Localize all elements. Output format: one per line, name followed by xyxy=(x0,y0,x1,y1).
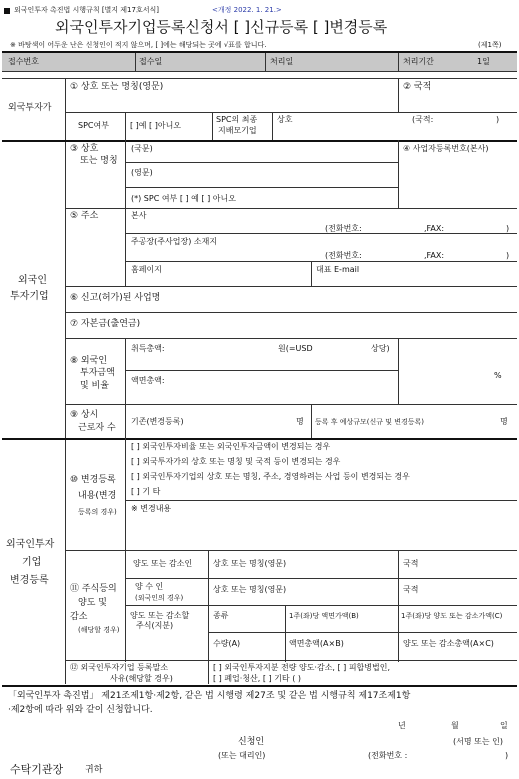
bullet-square-icon xyxy=(4,8,10,14)
change-section-label-3: 변경등록 xyxy=(10,575,49,586)
quantity-label: 수량(A) xyxy=(213,639,241,648)
won-usd-label: 원(=USD xyxy=(278,344,313,353)
employees-label-1: ⑨ 상시 xyxy=(70,410,99,420)
deregistration-option-2[interactable]: [ ] 폐업·청산, [ ] 기타 ( ) xyxy=(213,674,301,683)
employees-existing-label: 기존(변경등록) xyxy=(131,417,184,426)
employees-expected-label: 등록 후 예상규모(신규 및 변경등록) xyxy=(315,418,425,426)
change-content-label-3: 등록의 경우) xyxy=(78,508,117,516)
honorific: 귀하 xyxy=(85,765,103,775)
agent-label: (또는 대리인) xyxy=(218,751,266,760)
change-content-label-1: ⑩ 변경등록 xyxy=(70,475,116,485)
percent-label: % xyxy=(494,371,502,380)
deregistration-label-2: 사유(해당할 경우) xyxy=(110,674,173,683)
transferor-label: 양도 또는 감소인 xyxy=(133,559,193,568)
transferor-nationality-label: 국적 xyxy=(403,559,419,568)
investment-label-2: 투자금액 xyxy=(80,368,115,378)
investment-label-3: 및 비율 xyxy=(80,381,109,391)
form-title: 외국인투자기업등록신청서 [ ]신규등록 [ ]변경등록 xyxy=(55,18,388,36)
spc-parent-label-1: SPC의 최종 xyxy=(216,115,258,124)
process-period-label: 처리기간 xyxy=(403,57,434,66)
reduce-shares-label-1: 양도 또는 감소할 xyxy=(130,611,190,620)
email-label: 대표 E-mail xyxy=(316,265,360,274)
company-section-label-1: 외국인 xyxy=(18,275,47,286)
process-period-value: 1일 xyxy=(477,57,490,66)
process-date-label: 처리일 xyxy=(270,57,294,66)
hq-fax-label: ,FAX: xyxy=(424,224,445,233)
change-section-label-1: 외국인투자 xyxy=(6,539,55,550)
change-option-1[interactable]: [ ] 외국인투자비율 또는 외국인투자금액이 변경되는 경우 xyxy=(131,442,331,451)
page-number: (제1쪽) xyxy=(478,41,502,49)
receipt-row xyxy=(2,51,517,72)
factory-phone-label: (전화번호: xyxy=(325,251,362,260)
signature-label: (서명 또는 인) xyxy=(453,737,503,746)
receipt-date-label: 접수일 xyxy=(139,57,163,66)
hq-phone-label: (전화번호: xyxy=(325,224,362,233)
business-name-label: ⑥ 신고(허가)된 사업명 xyxy=(70,293,161,303)
face-per-share-label: 1주(좌)당 액면가액(B) xyxy=(289,612,359,620)
change-detail-label: ※ 변경내용 xyxy=(131,504,172,513)
investment-label-1: ⑧ 외국인 xyxy=(70,356,108,366)
change-content-label-2: 내용(변경 xyxy=(78,491,117,501)
investor-nationality-label: ② 국적 xyxy=(403,82,432,92)
form-basis: 외국인투자 촉진법 시행규칙 [별지 제17호서식] xyxy=(14,6,159,14)
applicant-phone-label: (전화번호 : xyxy=(368,751,408,760)
price-per-share-label: 1주(좌)당 양도 또는 감소가액(C) xyxy=(401,612,503,620)
transfer-label-1: ⑪ 주식등의 xyxy=(70,584,117,594)
factory-fax-label: ,FAX: xyxy=(424,251,445,260)
change-option-4[interactable]: [ ] 기 타 xyxy=(131,487,161,496)
investor-section-label: 외국투자가 xyxy=(8,103,52,113)
face-sum-label: 액면총액(A×B) xyxy=(289,639,344,648)
transfer-label-4: (해당할 경우) xyxy=(78,626,120,634)
equivalent-label: 상당) xyxy=(371,344,390,353)
receipt-number-label: 접수번호 xyxy=(8,57,39,66)
date-month-label: 월 xyxy=(451,721,459,730)
spc-parent-name-label: 상호 xyxy=(277,115,293,124)
spc-choice[interactable]: [ ]예 [ ]아니오 xyxy=(130,121,182,130)
date-day-label: 일 xyxy=(500,721,508,730)
addressee: 수탁기관장 xyxy=(10,763,64,776)
business-registration-label: ④ 사업자등록번호(본사) xyxy=(403,144,489,153)
reduce-shares-label-2: 주식(지분) xyxy=(136,621,174,630)
company-spc-check[interactable]: (*) SPC 여부 [ ] 예 [ ] 아니오 xyxy=(131,194,236,203)
transferee-label-2: (외국인의 경우) xyxy=(135,594,184,602)
transferee-label-1: 양 수 인 xyxy=(135,582,164,591)
statement-line-1: 「외국인투자 촉진법」 제21조제1항·제2항, 같은 법 시행령 제27조 및 같은 법 시행규칙 제17조제1항 xyxy=(8,691,411,701)
homepage-label: 홈페이지 xyxy=(131,265,162,274)
deregistration-label-1: ⑫ 외국인투자기업 등록말소 xyxy=(70,663,169,672)
revision-date: <개정 2022. 1. 21.> xyxy=(212,6,282,14)
transferee-nationality-label: 국적 xyxy=(403,585,419,594)
transfer-label-3: 감소 xyxy=(70,612,88,622)
face-total-label: 액면총액: xyxy=(131,376,165,385)
applicant-label: 신청인 xyxy=(238,737,265,747)
employees-label-2: 근로자 수 xyxy=(78,423,116,433)
deregistration-option-1[interactable]: [ ] 외국인투자지분 전량 양도·감소, [ ] 피합병법인, xyxy=(213,663,391,672)
statement-line-2: ·제2항에 따라 위와 같이 신청합니다. xyxy=(8,705,153,715)
change-section-label-2: 기업 xyxy=(22,557,42,568)
company-name-english-label: (영문) xyxy=(131,168,153,177)
company-section-label-2: 투자기업 xyxy=(10,291,49,302)
date-year-label: 년 xyxy=(398,721,406,730)
change-option-3[interactable]: [ ] 외국인투자기업의 상호 또는 명칭, 주소, 경영하려는 사업 등이 변경되는 경우 xyxy=(131,472,410,481)
transferee-name-label: 상호 또는 명칭(영문) xyxy=(213,585,287,594)
spc-parent-label-2: 지배모기업 xyxy=(218,126,257,135)
company-name-label-2: 또는 명칭 xyxy=(80,156,118,166)
spc-label: SPC여부 xyxy=(78,121,109,130)
price-sum-label: 양도 또는 감소총액(A×C) xyxy=(403,639,494,648)
company-name-label-1: ③ 상호 xyxy=(70,144,99,154)
change-option-2[interactable]: [ ] 외국투자가의 상호 또는 명칭 및 국적 등이 변경되는 경우 xyxy=(131,457,341,466)
factory-location-label: 주공장(주사업장) 소재지 xyxy=(131,237,218,246)
instruction-note: ※ 바탕색이 어두운 난은 신청인이 적지 않으며, [ ]에는 해당되는 곳에 √표를 합니다. xyxy=(10,41,267,49)
address-label: ⑤ 주소 xyxy=(70,211,99,221)
spc-parent-nationality-label: (국적: xyxy=(412,115,434,124)
capital-label: ⑦ 자본금(출연금) xyxy=(70,319,141,329)
company-name-korean-label: (국문) xyxy=(131,144,153,153)
transfer-label-2: 양도 및 xyxy=(78,598,107,608)
acquisition-total-label: 취득총액: xyxy=(131,344,165,353)
hq-label: 본사 xyxy=(131,211,147,220)
investor-name-label: ① 상호 또는 명칭(영문) xyxy=(70,82,164,92)
share-kind-label: 종류 xyxy=(213,611,229,620)
transferor-name-label: 상호 또는 명칭(영문) xyxy=(213,559,287,568)
